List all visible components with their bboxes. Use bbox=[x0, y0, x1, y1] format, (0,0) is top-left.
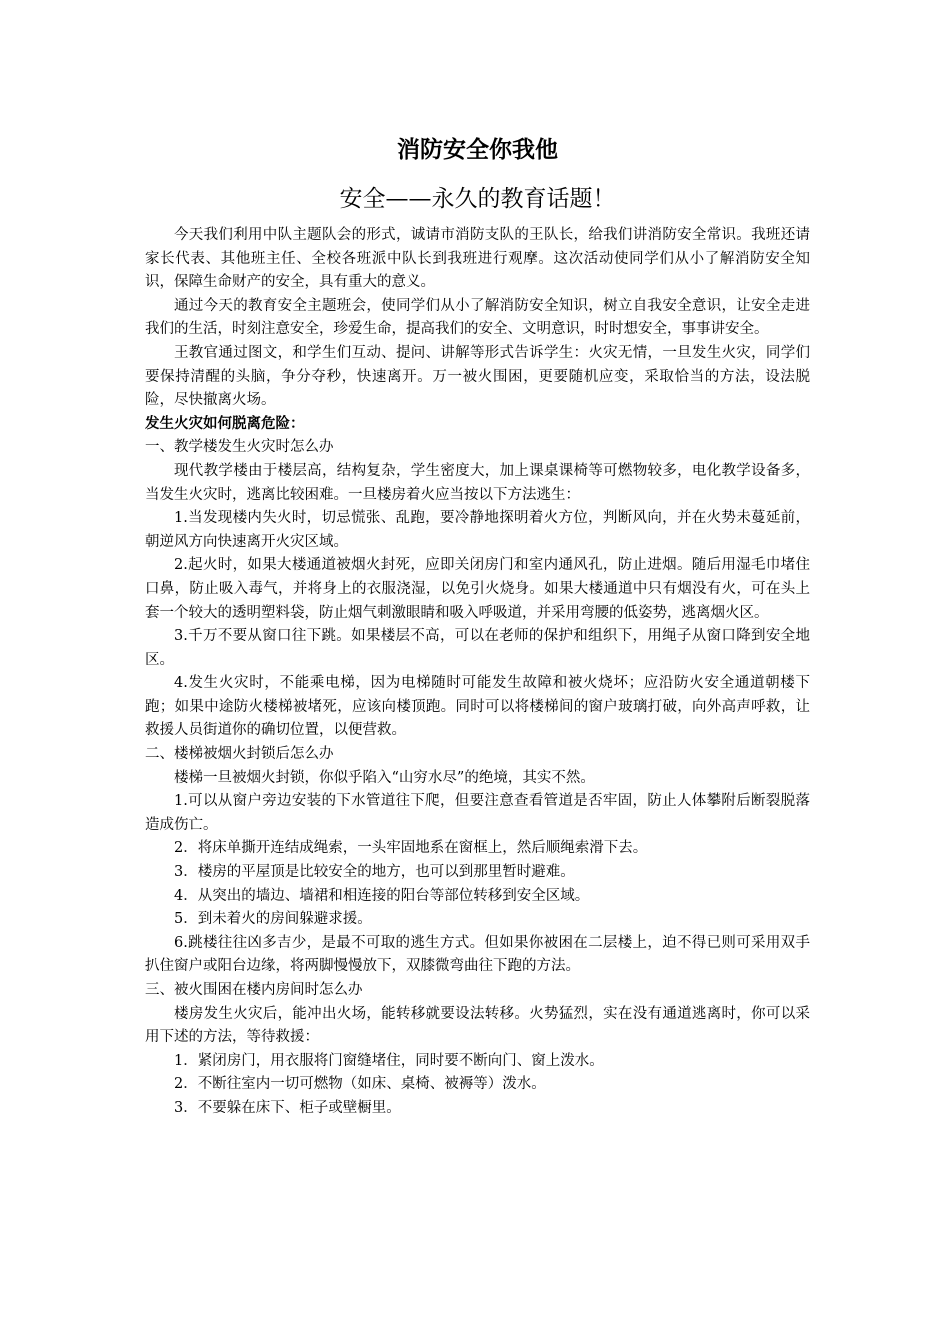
list-item: 3．不要躲在床下、柜子或壁橱里。 bbox=[174, 1099, 401, 1116]
subsection-heading: 二、楼梯被烟火封锁后怎么办 bbox=[145, 746, 334, 763]
body-paragraph: 楼房发生火灾后，能冲出火场，能转移就要设法转移。火势猛烈，实在没有通道逃离时，你可以采用下述的方法，等待救援： bbox=[145, 1005, 810, 1046]
intro-paragraph: 通过今天的教育安全主题班会，使同学们从小了解消防安全知识，树立自我安全意识，让安全走进我们的生活，时刻注意安全，珍爱生命，提高我们的安全、文明意识，时时想安全，事事讲安全。 bbox=[145, 297, 810, 338]
subsection-heading: 三、被火围困在楼内房间时怎么办 bbox=[145, 982, 363, 998]
intro-paragraph: 今天我们利用中队主题队会的形式，诚请市消防支队的王队长，给我们讲消防安全常识。我班还请家长代表、其他班主任、全校各班派中队长到我班进行观摩。这次活动使同学们从小了解消防安全知识，保障生命财产的安全，具有重大的意义。 bbox=[145, 227, 810, 291]
intro-paragraph: 王教官通过图文，和学生们互动、提问、讲解等形式告诉学生：火灾无情，一旦发生火灾，同学们要保持清醒的头脑，争分夺秒，快速离开。万一被火围困，更要随机应变，采取恰当的方法，设法脱险，尽快撤离火场。 bbox=[145, 344, 810, 409]
subsection-heading: 一、教学楼发生火灾时怎么办 bbox=[145, 439, 334, 456]
document-title: 消防安全你我他 bbox=[397, 137, 558, 163]
list-item: 4．从突出的墙边、墙裙和相连接的阳台等部位转移到安全区域。 bbox=[174, 887, 590, 904]
list-item: 2.起火时，如果大楼通道被烟火封死，应即关闭房门和室内通风孔，防止进烟。随后用湿毛巾堵住口鼻，防止吸入毒气，并将身上的衣服浇湿，以免引火烧身。如果大楼通道中只有烟没有火，可在头上套一个较大的透明塑料袋，防止烟气刺激眼睛和吸入呼吸道，并采用弯腰的低姿势，逃离烟火区。 bbox=[145, 557, 810, 621]
document-subtitle: 安全——永久的教育话题！ bbox=[339, 186, 616, 212]
list-item: 3.千万不要从窗口往下跳。如果楼层不高，可以在老师的保护和组织下，用绳子从窗口降到安全地区。 bbox=[145, 628, 810, 668]
list-item: 5．到未着火的房间躲避求援。 bbox=[174, 911, 372, 928]
list-item: 6.跳楼往往凶多吉少，是最不可取的逃生方式。但如果你被困在二层楼上，迫不得已则可采用双手扒住窗户或阳台边缘，将两脚慢慢放下，双膝微弯曲往下跑的方法。 bbox=[145, 934, 810, 975]
list-item: 1．紧闭房门，用衣服将门窗缝堵住，同时要不断向门、窗上泼水。 bbox=[174, 1052, 604, 1069]
list-item: 2．不断往室内一切可燃物（如床、桌椅、被褥等）泼水。 bbox=[174, 1076, 546, 1093]
body-paragraph: 现代教学楼由于楼层高，结构复杂，学生密度大，加上课桌课椅等可燃物较多，电化教学设备多，当发生火灾时，逃离比较困难。一旦楼房着火应当按以下方法逃生： bbox=[145, 462, 810, 503]
list-item: 1.可以从窗户旁边安装的下水管道往下爬，但要注意查看管道是否牢固，防止人体攀附后断裂脱落造成伤亡。 bbox=[145, 793, 810, 833]
document-page bbox=[145, 130, 810, 1121]
list-item: 2．将床单撕开连结成绳索，一头牢固地系在窗框上，然后顺绳索滑下去。 bbox=[174, 840, 648, 857]
body-paragraph: 楼梯一旦被烟火封锁，你似乎陷入“山穷水尽”的绝境，其实不然。 bbox=[174, 769, 595, 786]
list-item: 4.发生火灾时，不能乘电梯，因为电梯随时可能发生故障和被火烧坏；应沿防火安全通道朝楼下跑；如果中途防火楼梯被堵死，应该向楼顶跑。同时可以将楼梯间的窗户玻璃打破，向外高声呼救，让救援人员街道你的确切位置，以便营救。 bbox=[145, 675, 810, 739]
list-item: 1.当发现楼内失火时，切忌慌张、乱跑，要冷静地探明着火方位，判断风向，并在火势未蔓延前，朝逆风方向快速离开火灾区域。 bbox=[145, 510, 810, 550]
section-heading: 发生火灾如何脱离危险： bbox=[145, 415, 305, 432]
list-item: 3．楼房的平屋顶是比较安全的地方，也可以到那里暂时避难。 bbox=[174, 864, 575, 881]
